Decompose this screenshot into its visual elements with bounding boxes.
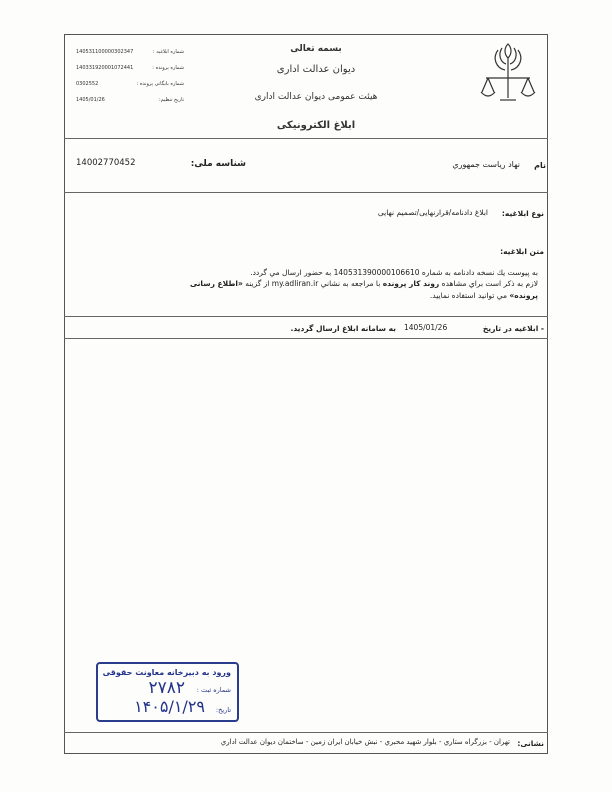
divider xyxy=(64,316,548,317)
notice-text-label: متن ابلاغیه: xyxy=(500,247,544,256)
archive-number-value: 0302552 xyxy=(76,81,99,87)
divider xyxy=(64,338,548,339)
national-id-label: شناسه ملی: xyxy=(190,159,246,169)
notice-sent-text: به سامانه ابلاغ ارسال گردید. xyxy=(290,324,396,333)
address-text: تهران - بزرگراه ستاري - بلوار شهيد محبري - نبش خيابان ايران زمين - ساختمان ديوان عدالت اداري xyxy=(220,738,510,746)
document-title: ابلاغ الکترونیکی xyxy=(276,120,356,131)
board-name: هیئت عمومی دیوان عدالت اداری xyxy=(254,92,378,102)
notice-number-value: 140531100000302347 xyxy=(76,49,134,55)
divider xyxy=(64,732,548,733)
issue-date-value: 1405/01/26 xyxy=(76,97,105,103)
notice-number-label: شماره ابلاغیه : xyxy=(152,49,184,55)
name-label: نام xyxy=(534,161,546,170)
address-label: نشانی: xyxy=(517,739,544,748)
stamp-number-value: ۲۷۸۲ xyxy=(148,678,185,698)
notice-date-value: 1405/01/26 xyxy=(404,323,448,332)
notice-text-line-1: به پیوست یك نسخه دادنامه به شماره 140531390000106610 به حضور ارسال مي گردد. xyxy=(250,268,538,277)
basmala: بسمه تعالی xyxy=(290,44,342,54)
issue-date-label: تاریخ تنظیم: xyxy=(158,97,184,103)
document-frame xyxy=(64,34,548,754)
name-value: نهاد ریاست جمهوري xyxy=(452,160,520,169)
stamp-number-label: شماره ثبت : xyxy=(196,686,231,694)
stamp-date-value: ۱۴۰۵/۱/۲۹ xyxy=(134,697,205,716)
secretariat-entry-stamp xyxy=(96,662,239,722)
notice-type-label: نوع ابلاغیه: xyxy=(501,209,544,218)
archive-number-label: شماره بایگانی پرونده : xyxy=(136,81,184,87)
stamp-date-label: تاریخ: xyxy=(215,706,231,714)
notice-text-line-3: پرونده» مي توانيد استفاده نماييد. xyxy=(429,291,538,300)
divider xyxy=(64,192,548,193)
notice-date-label: - ابلاغیه در تاریخ xyxy=(482,324,544,333)
case-number-label: شماره پرونده : xyxy=(152,65,184,71)
iran-emblem-scales-icon xyxy=(478,40,538,108)
divider xyxy=(64,138,548,139)
court-name: دیوان عدالت اداری xyxy=(276,64,356,75)
case-number-value: 140331920001072441 xyxy=(76,65,134,71)
notice-text-line-2: لازم به ذكر است براي مشاهده روند كار پرونده با مراجعه به نشاني my.adliran.ir از گزينه «اطلاع رسانی xyxy=(190,279,538,288)
notice-type-value: ابلاغ دادنامه/قرارنهایی/تصمیم نهایی xyxy=(377,208,488,217)
stamp-title: ورود به دبیرخانه معاونت حقوقی xyxy=(102,668,231,677)
national-id-value: 14002770452 xyxy=(76,158,136,168)
